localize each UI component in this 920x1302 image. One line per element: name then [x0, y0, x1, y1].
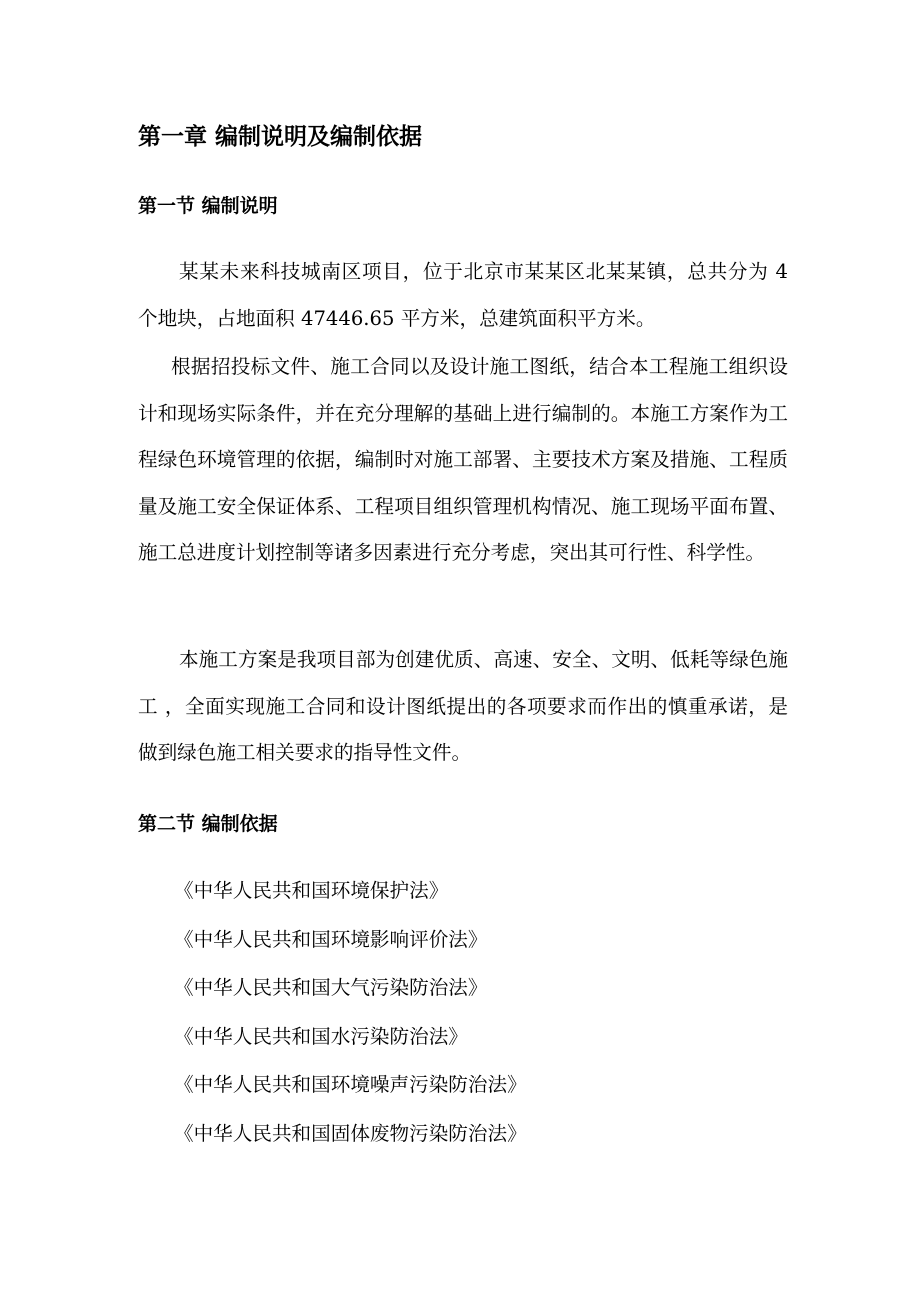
law-list-item: 《中华人民共和国环境噪声污染防治法》	[174, 1073, 527, 1096]
chapter-title: 第一章 编制说明及编制依据	[138, 123, 423, 150]
law-list-item: 《中华人民共和国大气污染防治法》	[174, 976, 488, 999]
law-list-item: 《中华人民共和国水污染防治法》	[174, 1024, 468, 1048]
paragraph-commitment: 本施工方案是我项目部为创建优质、高速、安全、文明、低耗等绿色施工 ，全面实现施工合同和设计图纸提出的各项要求而作出的慎重承诺，是做到绿色施工相关要求的指导性文件。	[138, 648, 788, 764]
law-list-item: 《中华人民共和国固体废物污染防治法》	[174, 1121, 527, 1145]
section-title-basis: 第二节 编制依据	[138, 813, 278, 835]
law-list-item: 《中华人民共和国环境保护法》	[174, 879, 449, 902]
law-list-item: 《中华人民共和国环境影响评价法》	[174, 927, 488, 951]
paragraph-project-overview: 某某未来科技城南区项目，位于北京市某某区北某某镇，总共分为 4 个地块，占地面积 47446.65 平方米，总建筑面积平方米。	[138, 260, 788, 330]
paragraph-basis-description: 根据招投标文件、施工合同以及设计施工图纸，结合本工程施工组织设计和现场实际条件，并在充分理解的基础上进行编制的。本施工方案作为工程绿色环境管理的依据，编制时对施工部署、主要技术方案及措施、工程质量及施工安全保证体系、工程项目组织管理机构情况、施工现场平面布置、施工总进度计划控制等诸多因素进行充分考虑，突出其可行性、科学性。	[138, 355, 788, 564]
section-title-explanation: 第一节 编制说明	[138, 195, 278, 217]
law-list	[174, 867, 527, 1158]
